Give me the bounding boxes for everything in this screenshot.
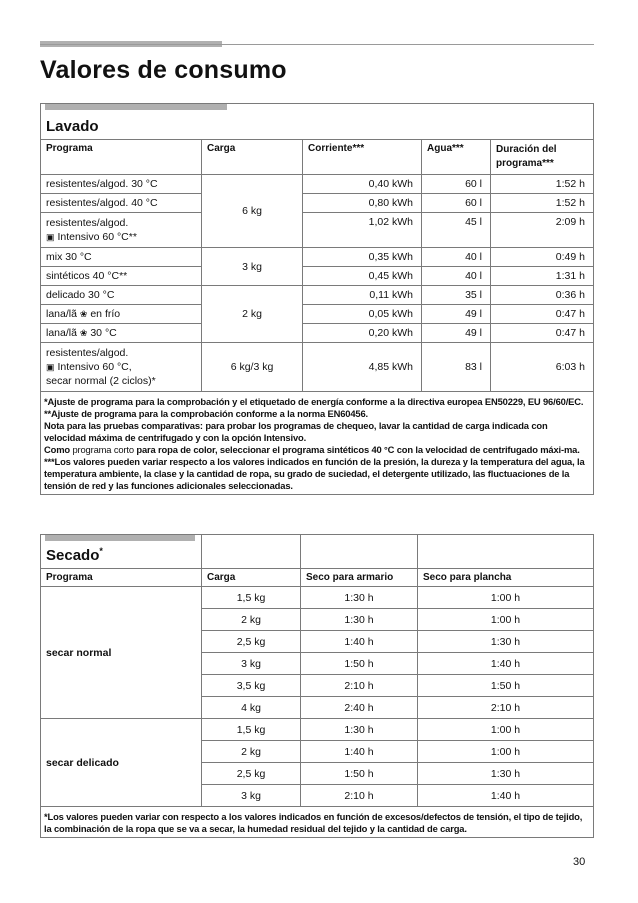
col-load: Carga [202, 140, 303, 175]
page-number: 30 [573, 856, 586, 868]
table-row [41, 248, 594, 267]
wash-header-row [41, 140, 594, 175]
duration-cell: 2:09 h [491, 213, 594, 248]
program-cell: resistentes/algod. ▣ Intensivo 60 °C** [41, 213, 202, 248]
load-cell: 2 kg [202, 741, 301, 763]
iron-cell: 1:00 h [418, 741, 594, 763]
iron-cell: 1:30 h [418, 763, 594, 785]
iron-cell: 1:00 h [418, 609, 594, 631]
dry-section [40, 534, 594, 838]
cupboard-cell: 2:40 h [301, 697, 418, 719]
dry-notes: *Los valores pueden variar con respecto a los valores indicados en función de excesos/defectos de tensión, el tipo de tejido, la combinación de la ropa que se va a secar, la humedad residual del tejido y la cantidad de carga. [41, 807, 594, 838]
power-cell: 0,80 kWh [303, 194, 422, 213]
wash-notes [41, 392, 594, 495]
wash-title: Lavado [46, 118, 99, 135]
cupboard-cell: 1:50 h [301, 763, 418, 785]
water-cell: 60 l [422, 175, 491, 194]
iron-cell: 1:30 h [418, 631, 594, 653]
load-cell: 3 kg [202, 653, 301, 675]
power-cell: 0,11 kWh [303, 286, 422, 305]
duration-cell: 1:31 h [491, 267, 594, 286]
col-water: Agua*** [422, 140, 491, 175]
cupboard-cell: 2:10 h [301, 675, 418, 697]
load-cell: 1,5 kg [202, 719, 301, 741]
table-row [41, 175, 594, 194]
load-cell: 2 kg [202, 286, 303, 343]
note: **Ajuste de programa para la comprobación conforme a la norma EN60456. [44, 408, 368, 419]
load-cell: 2 kg [202, 609, 301, 631]
dry-header-row [41, 569, 594, 587]
load-cell: 2,5 kg [202, 631, 301, 653]
col-power: Corriente*** [303, 140, 422, 175]
iron-cell: 1:00 h [418, 719, 594, 741]
program-cell: lana/lã ❀ en frío [41, 305, 202, 324]
table-row [41, 267, 594, 286]
note: *Ajuste de programa para la comprobación y el etiquetado de energía conforme a la directiva europea EN50229, EU 96/60/EC. [44, 396, 584, 407]
cupboard-cell: 2:10 h [301, 785, 418, 807]
program-cell: sintéticos 40 °C** [41, 267, 202, 286]
table-row [41, 587, 594, 609]
dry-table [40, 534, 594, 838]
duration-cell: 0:47 h [491, 324, 594, 343]
table-row [41, 194, 594, 213]
table-row [41, 286, 594, 305]
col-program: Programa [41, 569, 202, 587]
table-row [41, 305, 594, 324]
table-row [41, 719, 594, 741]
table-row [41, 213, 594, 248]
dry-notes-row [41, 807, 594, 838]
water-cell: 40 l [422, 248, 491, 267]
table-row [41, 324, 594, 343]
wool-icon: ❀ [79, 309, 88, 319]
program-cell: secar delicado [41, 719, 202, 807]
cupboard-cell: 1:30 h [301, 719, 418, 741]
note: Nota para las pruebas comparativas: para probar los programas de chequeo, lavar la cantidad de carga indicada con velocidad máxima de centrifugado y con la opción Intensivo. [44, 420, 548, 443]
power-cell: 0,20 kWh [303, 324, 422, 343]
cupboard-cell: 1:30 h [301, 587, 418, 609]
water-cell: 45 l [422, 213, 491, 248]
table-row [41, 343, 594, 392]
power-cell: 0,05 kWh [303, 305, 422, 324]
power-cell: 1,02 kWh [303, 213, 422, 248]
wash-notes-row [41, 392, 594, 495]
program-cell: delicado 30 °C [41, 286, 202, 305]
water-cell: 49 l [422, 305, 491, 324]
note: ***Los valores pueden variar respecto a los valores indicados en función de la presión, la dureza y la temperatura del agua, la temperatura ambiente, la clase y la cantidad de ropa, su grado de suciedad, el detergente utilizado, las fluctuaciones de la tensión de red y las funciones adicionales seleccionadas. [44, 456, 585, 491]
col-program: Programa [41, 140, 202, 175]
program-cell: resistentes/algod. ▣ Intensivo 60 °C, secar normal (2 ciclos)* [41, 343, 202, 392]
wash-section [40, 103, 594, 495]
water-cell: 40 l [422, 267, 491, 286]
load-cell: 3 kg [202, 248, 303, 286]
duration-cell: 1:52 h [491, 194, 594, 213]
col-load: Carga [202, 569, 301, 587]
water-cell: 60 l [422, 194, 491, 213]
load-cell: 6 kg/3 kg [202, 343, 303, 392]
power-cell: 4,85 kWh [303, 343, 422, 392]
wool-icon: ❀ [79, 328, 88, 338]
col-duration: Duración del programa*** [491, 140, 594, 175]
iron-cell: 1:00 h [418, 587, 594, 609]
iron-cell: 2:10 h [418, 697, 594, 719]
load-cell: 4 kg [202, 697, 301, 719]
power-cell: 0,40 kWh [303, 175, 422, 194]
water-cell: 49 l [422, 324, 491, 343]
duration-cell: 0:47 h [491, 305, 594, 324]
load-cell: 3,5 kg [202, 675, 301, 697]
wash-table [40, 103, 594, 495]
header-rule [40, 44, 594, 45]
duration-cell: 1:52 h [491, 175, 594, 194]
program-cell: mix 30 °C [41, 248, 202, 267]
load-cell: 1,5 kg [202, 587, 301, 609]
iron-cell: 1:40 h [418, 653, 594, 675]
col-iron-dry: Seco para plancha [418, 569, 594, 587]
power-cell: 0,45 kWh [303, 267, 422, 286]
dry-title: Secado* [46, 546, 103, 564]
water-cell: 83 l [422, 343, 491, 392]
intensive-icon: ▣ [46, 232, 55, 242]
program-cell: lana/lã ❀ 30 °C [41, 324, 202, 343]
duration-cell: 0:36 h [491, 286, 594, 305]
cupboard-cell: 1:40 h [301, 741, 418, 763]
program-cell: resistentes/algod. 40 °C [41, 194, 202, 213]
cupboard-cell: 1:30 h [301, 609, 418, 631]
load-cell: 6 kg [202, 175, 303, 248]
cupboard-cell: 1:40 h [301, 631, 418, 653]
duration-cell: 6:03 h [491, 343, 594, 392]
water-cell: 35 l [422, 286, 491, 305]
page-title: Valores de consumo [40, 56, 287, 84]
program-cell: secar normal [41, 587, 202, 719]
load-cell: 2,5 kg [202, 763, 301, 785]
cupboard-cell: 1:50 h [301, 653, 418, 675]
iron-cell: 1:50 h [418, 675, 594, 697]
program-cell: resistentes/algod. 30 °C [41, 175, 202, 194]
col-cupboard-dry: Seco para armario [301, 569, 418, 587]
load-cell: 3 kg [202, 785, 301, 807]
duration-cell: 0:49 h [491, 248, 594, 267]
intensive-icon: ▣ [46, 362, 55, 372]
power-cell: 0,35 kWh [303, 248, 422, 267]
iron-cell: 1:40 h [418, 785, 594, 807]
note: Como programa corto para ropa de color, seleccionar el programa sintéticos 40 °C con la velocidad de centrifugado máxi-ma. [44, 444, 580, 455]
